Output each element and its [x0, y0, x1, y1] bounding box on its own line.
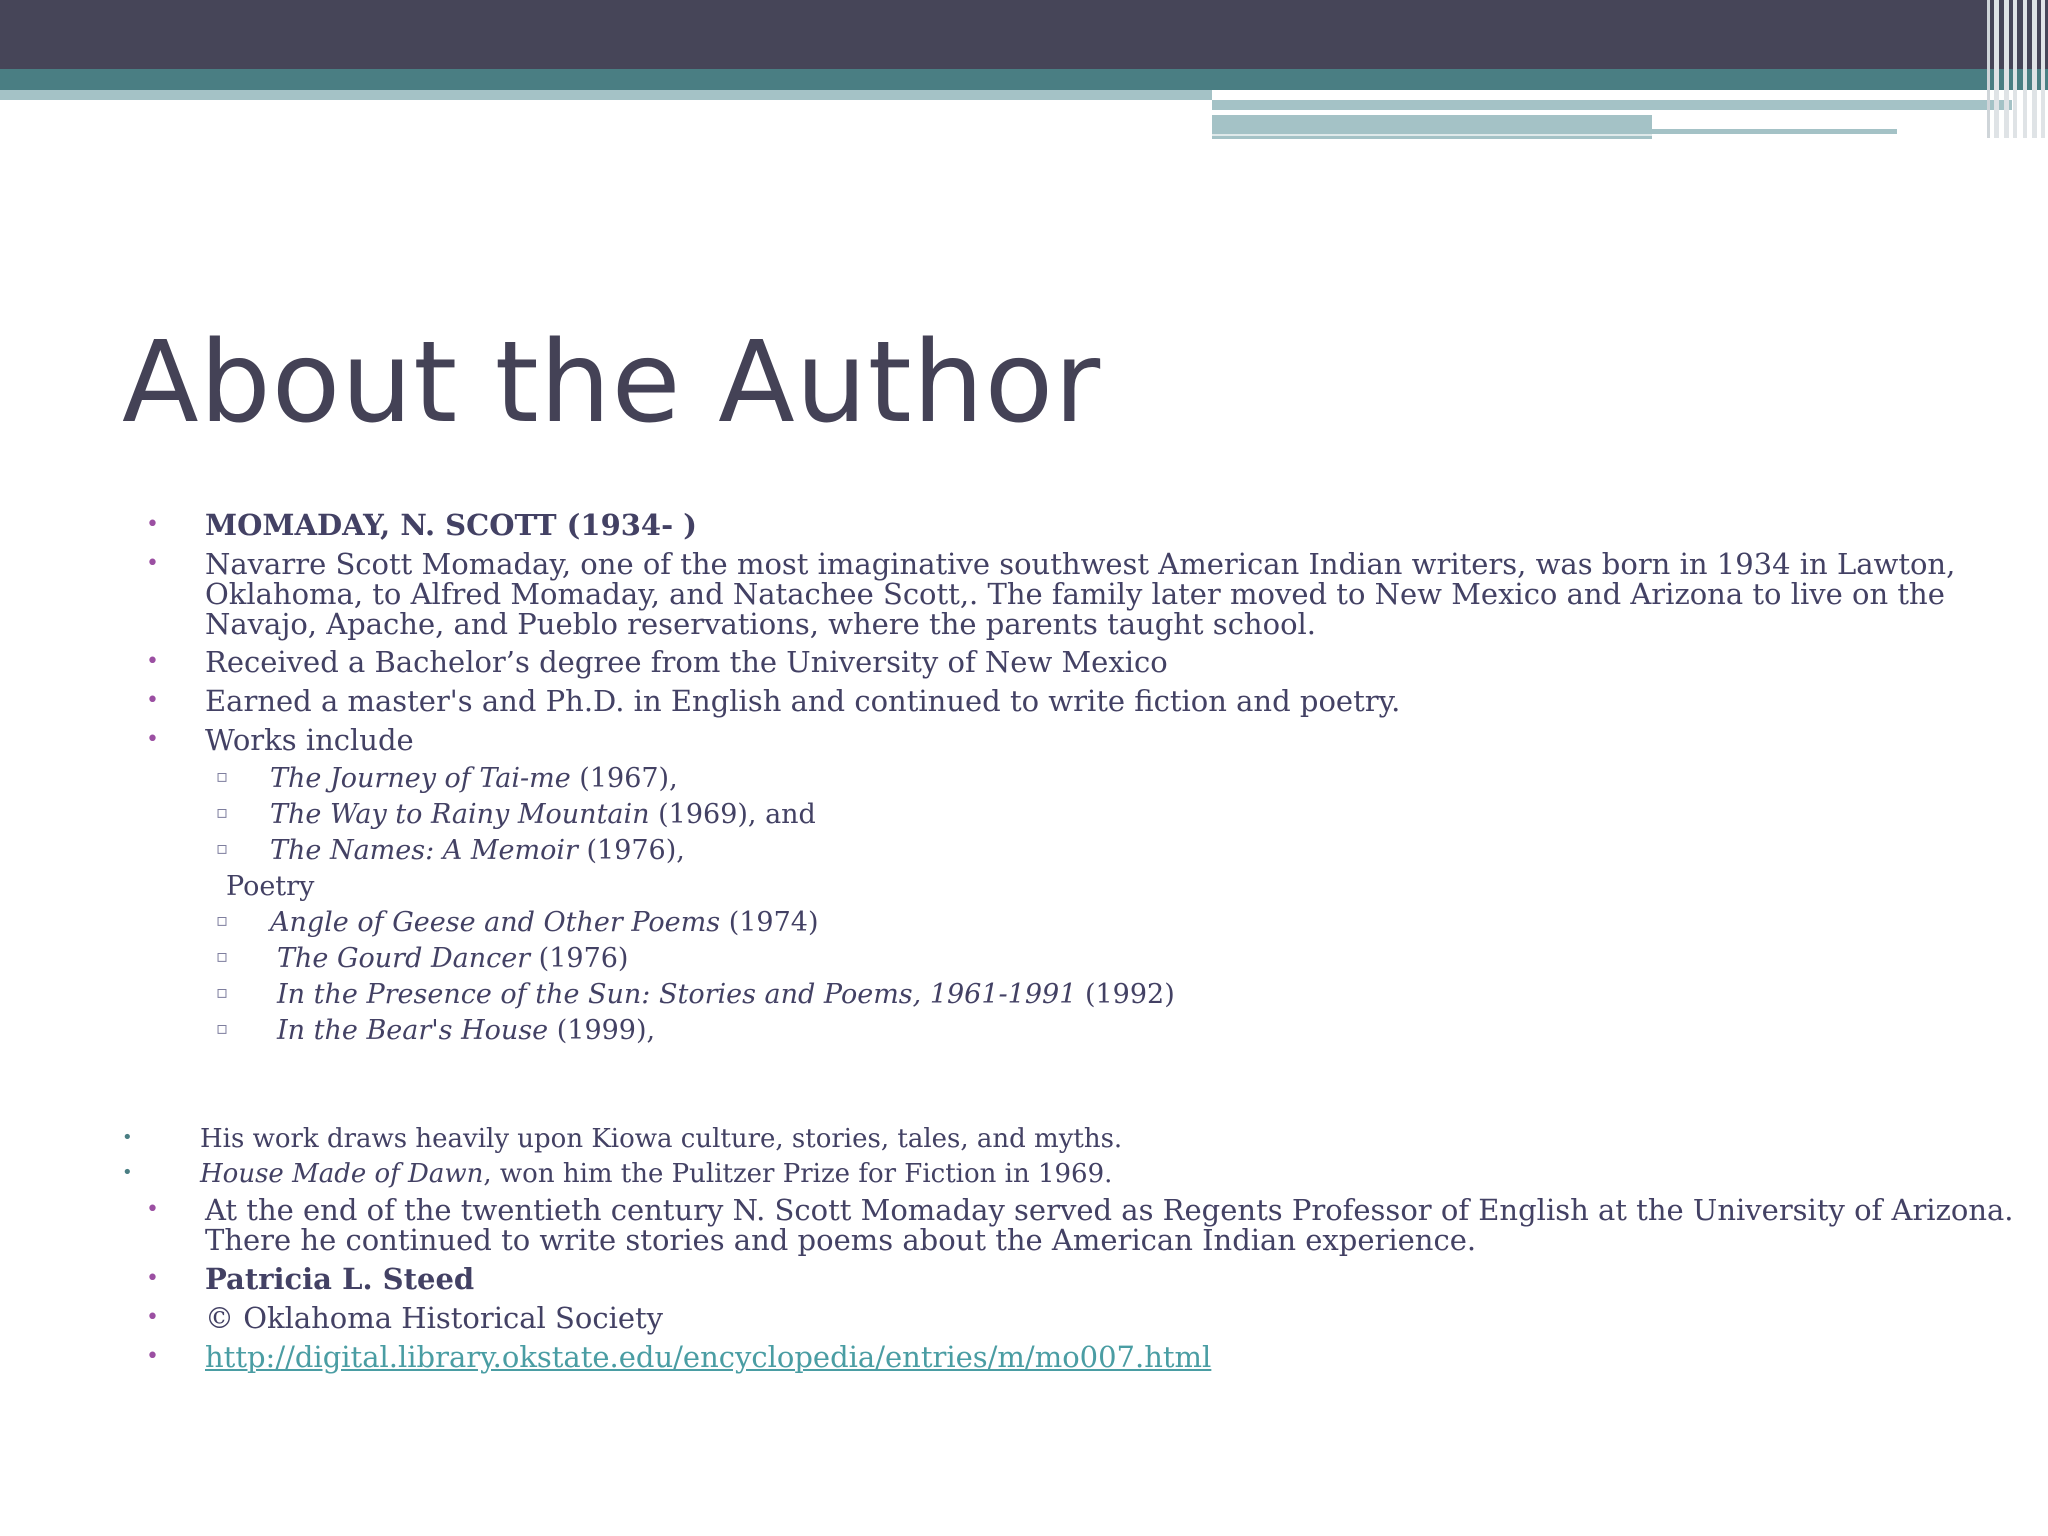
note-text: , won him the Pulitzer Prize for Fiction in 1969. [483, 1159, 1113, 1189]
sub-bullet-icon: ▫ [216, 982, 229, 1003]
sub-bullet-icon: ▫ [216, 910, 229, 931]
bullet-icon: • [146, 1266, 159, 1291]
work-detail: (1967), [570, 763, 678, 794]
career-line: There he continued to write stories and poems about the American Indian experience. [205, 1223, 1477, 1257]
bio-line: Navajo, Apache, and Pueblo reservations, where the parents taught school. [205, 607, 1317, 641]
header-stripe [2004, 0, 2009, 138]
career-line: At the end of the twentieth century N. Scott Momaday served as Regents Professor of English at the University of Arizona. [205, 1193, 2014, 1227]
header-stripe [2032, 0, 2037, 138]
sub-bullet-icon: ▫ [216, 802, 229, 823]
header-teal-band [0, 69, 2048, 90]
header-light-band [0, 90, 1212, 100]
degree-text: Received a Bachelor’s degree from the University of New Mexico [205, 645, 1168, 679]
copyright-text: © Oklahoma Historical Society [205, 1301, 664, 1335]
header-gap [1212, 134, 1652, 136]
bullet-icon: • [146, 512, 159, 537]
sub-bullet-icon: ▫ [216, 838, 229, 859]
bullet-icon: • [146, 727, 159, 752]
work-title: The Way to Rainy Mountain [270, 799, 650, 830]
works-heading: Works include [205, 723, 414, 757]
sub-bullet-icon: ▫ [216, 766, 229, 787]
header-stripe [2023, 0, 2027, 138]
bio-line: Oklahoma, to Alfred Momaday, and Natachee Scott,. The family later moved to New Mexico and Arizona to live on the [205, 577, 1945, 611]
poem-detail: (1992) [1076, 979, 1175, 1010]
work-title: The Names: A Memoir [270, 835, 578, 866]
poem-detail: (1999), [548, 1015, 656, 1046]
poem-title: The Gourd Dancer [277, 943, 531, 974]
poem-title: In the Bear's House [277, 1015, 549, 1046]
poem-detail: (1976) [530, 943, 629, 974]
bullet-icon: • [122, 1162, 133, 1183]
bio-line: Navarre Scott Momaday, one of the most imaginative southwest American Indian writers, was born in 1934 in Lawton, [205, 547, 1956, 581]
sub-bullet-icon: ▫ [216, 946, 229, 967]
poem-title: Angle of Geese and Other Poems [270, 907, 721, 938]
header-light-band [1652, 129, 1897, 134]
bullet-icon: • [146, 688, 159, 713]
header-stripe [2041, 0, 2045, 138]
poem-title: In the Presence of the Sun: Stories and Poems, 1961-1991 [277, 979, 1077, 1010]
work-detail: (1976), [577, 835, 685, 866]
bullet-icon: • [146, 1344, 159, 1369]
author-name: MOMADAY, N. SCOTT (1934- ) [205, 508, 697, 542]
bullet-icon: • [146, 1197, 159, 1222]
poetry-label: Poetry [226, 871, 315, 902]
header-stripe [2013, 0, 2017, 138]
poem-detail: (1974) [720, 907, 819, 938]
bullet-icon: • [146, 551, 159, 576]
work-title: The Journey of Tai-me [270, 763, 571, 794]
slide-title: About the Author [122, 318, 1102, 448]
bullet-icon: • [146, 649, 159, 674]
bullet-icon: • [146, 1305, 159, 1330]
education-text: Earned a master's and Ph.D. in English and continued to write fiction and poetry. [205, 684, 1401, 718]
header-stripe [1987, 0, 1990, 138]
credit-author: Patricia L. Steed [205, 1262, 475, 1296]
source-link[interactable]: http://digital.library.okstate.edu/encyclopedia/entries/m/mo007.html [205, 1340, 1212, 1374]
header-light-band [1212, 100, 2012, 110]
work-detail: (1969), and [649, 799, 816, 830]
novel-title: House Made of Dawn [200, 1159, 484, 1189]
header-dark-band [0, 0, 2048, 69]
note-text: His work draws heavily upon Kiowa culture, stories, tales, and myths. [200, 1124, 1123, 1154]
header-stripe [1994, 0, 1999, 138]
bullet-icon: • [122, 1127, 133, 1148]
sub-bullet-icon: ▫ [216, 1018, 229, 1039]
